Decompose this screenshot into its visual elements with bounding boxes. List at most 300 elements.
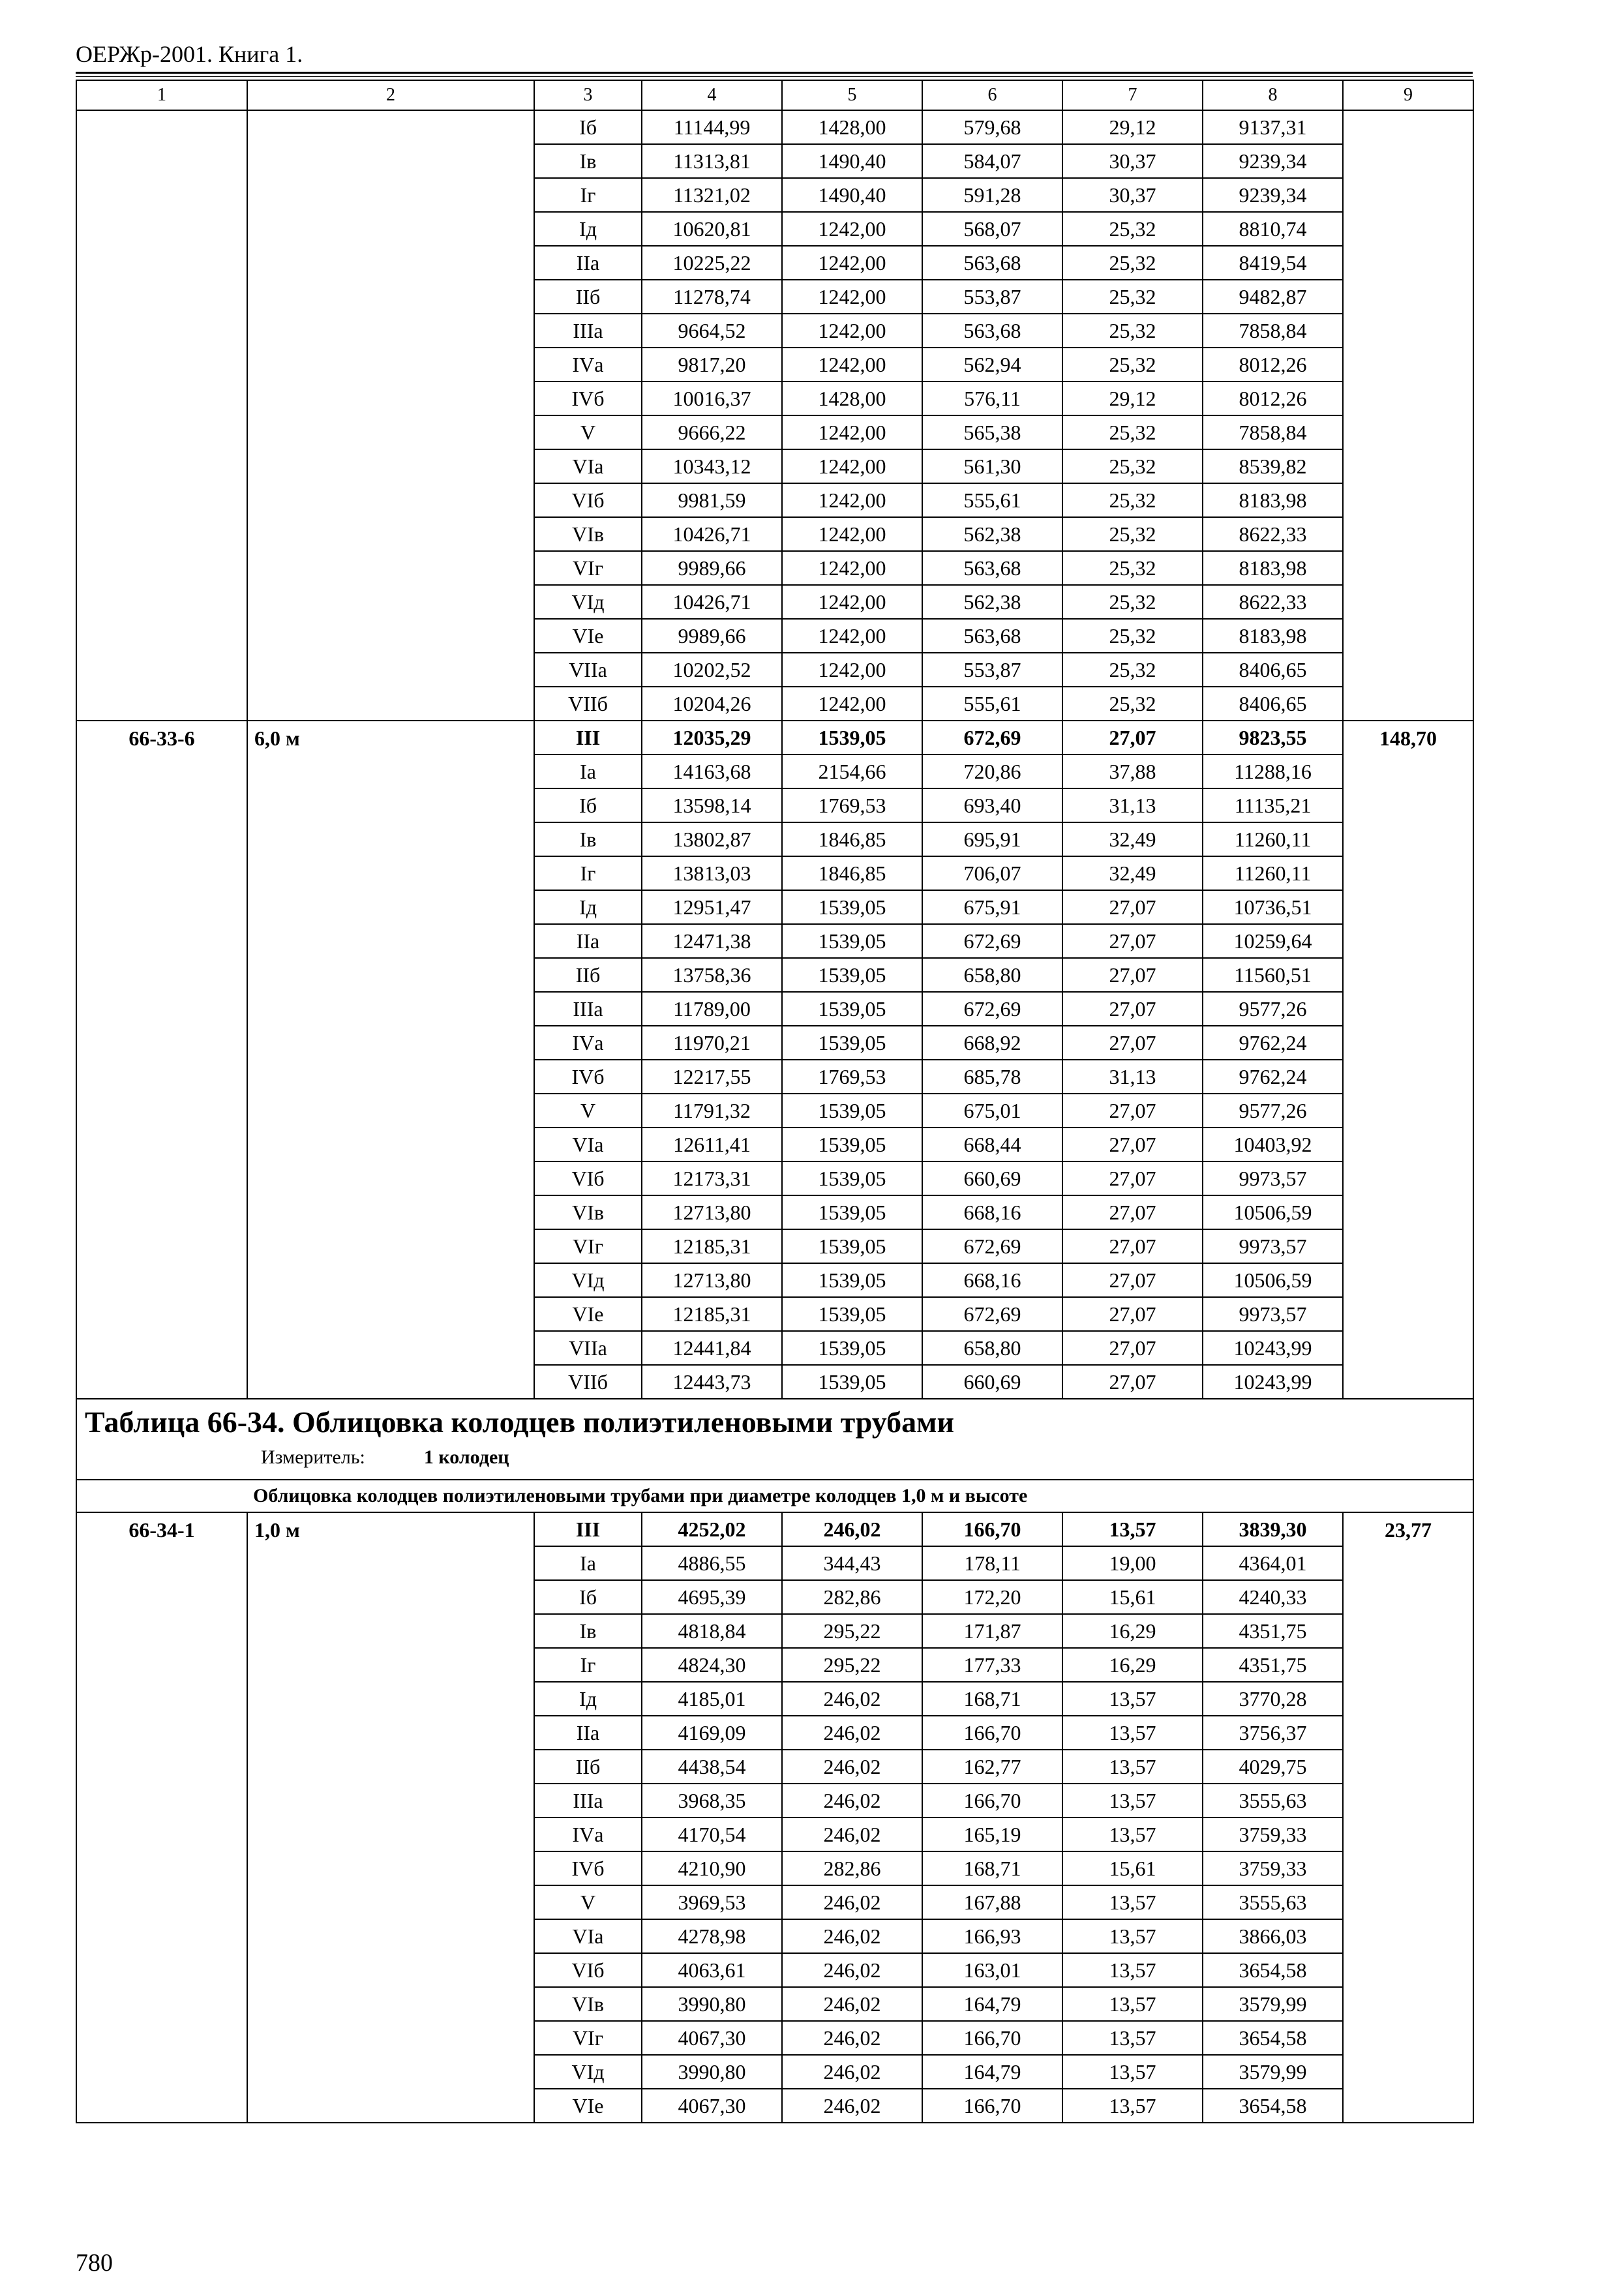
machines-cell: 576,11 [922,382,1062,415]
machinist-wages-cell: 27,07 [1062,721,1203,755]
machines-cell: 660,69 [922,1365,1062,1399]
machinist-wages-cell: 13,57 [1062,1682,1203,1716]
region-cell: IIIа [534,1784,642,1818]
materials-cell: 9577,26 [1203,992,1343,1026]
measure-line [85,1448,1473,1467]
machines-cell: 163,01 [922,1953,1062,1987]
wages-cell: 344,43 [782,1546,922,1580]
region-cell: IVа [534,1818,642,1851]
machinist-wages-cell: 27,07 [1062,1161,1203,1195]
machinist-wages-cell: 13,57 [1062,1750,1203,1784]
wages-cell: 1539,05 [782,1331,922,1365]
total-cost-cell: 4210,90 [642,1851,782,1885]
machines-cell: 177,33 [922,1648,1062,1682]
wages-cell: 246,02 [782,1953,922,1987]
wages-cell: 246,02 [782,2055,922,2089]
region-cell: VIIб [534,1365,642,1399]
wages-cell: 1539,05 [782,1026,922,1060]
wages-cell: 1539,05 [782,1195,922,1229]
column-number-header: 4 [642,80,782,110]
total-cost-cell: 4067,30 [642,2021,782,2055]
region-cell: VIг [534,1229,642,1263]
machinist-wages-cell: 13,57 [1062,1784,1203,1818]
machinist-wages-cell: 25,32 [1062,517,1203,551]
wages-cell: 246,02 [782,1682,922,1716]
region-cell: V [534,1885,642,1919]
machines-cell: 562,94 [922,348,1062,382]
machines-cell: 168,71 [922,1851,1062,1885]
region-cell: IIIа [534,314,642,348]
column-number-header: 8 [1203,80,1343,110]
column-number-header: 6 [922,80,1062,110]
region-cell: VIд [534,1263,642,1297]
wages-cell: 1846,85 [782,856,922,890]
region-cell: Iд [534,1682,642,1716]
region-cell: VIб [534,1161,642,1195]
machinist-wages-cell: 13,57 [1062,1987,1203,2021]
machines-cell: 166,70 [922,1716,1062,1750]
region-cell: VIIб [534,687,642,721]
wages-cell: 1769,53 [782,1060,922,1094]
machines-cell: 584,07 [922,144,1062,178]
machines-cell: 166,70 [922,1784,1062,1818]
region-cell: VIб [534,1953,642,1987]
machinist-wages-cell: 13,57 [1062,1953,1203,1987]
machines-cell: 164,79 [922,1987,1062,2021]
machines-cell: 591,28 [922,178,1062,212]
total-cost-cell: 11791,32 [642,1094,782,1128]
region-cell: VIе [534,1297,642,1331]
wages-cell: 1539,05 [782,1365,922,1399]
materials-cell: 8419,54 [1203,246,1343,280]
wages-cell: 1539,05 [782,721,922,755]
total-cost-cell: 12951,47 [642,890,782,924]
region-cell: VIе [534,2089,642,2123]
materials-cell: 4351,75 [1203,1614,1343,1648]
materials-cell: 10736,51 [1203,890,1343,924]
machines-cell: 178,11 [922,1546,1062,1580]
total-cost-cell: 10426,71 [642,517,782,551]
materials-cell: 9823,55 [1203,721,1343,755]
machines-cell: 579,68 [922,110,1062,144]
machines-cell: 561,30 [922,449,1062,483]
wages-cell: 1428,00 [782,110,922,144]
machinist-wages-cell: 31,13 [1062,788,1203,822]
total-cost-cell: 14163,68 [642,755,782,788]
wages-cell: 1242,00 [782,687,922,721]
materials-cell: 7858,84 [1203,314,1343,348]
materials-cost-cell: 23,77 [1343,1512,1473,2123]
total-cost-cell: 12471,38 [642,924,782,958]
machinist-wages-cell: 25,32 [1062,212,1203,246]
total-cost-cell: 4818,84 [642,1614,782,1648]
wages-cell: 1846,85 [782,822,922,856]
total-cost-cell: 9666,22 [642,415,782,449]
machines-cell: 685,78 [922,1060,1062,1094]
materials-cost-cell: 148,70 [1343,721,1473,1399]
wages-cell: 1490,40 [782,144,922,178]
machines-cell: 563,68 [922,551,1062,585]
wages-cell: 1242,00 [782,619,922,653]
total-cost-cell: 4824,30 [642,1648,782,1682]
region-cell: IIб [534,958,642,992]
total-cost-cell: 4063,61 [642,1953,782,1987]
wages-cell: 1539,05 [782,958,922,992]
total-cost-cell: 10225,22 [642,246,782,280]
header-rule-thin [76,76,1473,77]
region-cell: Iг [534,1648,642,1682]
wages-cell: 1242,00 [782,280,922,314]
machines-cell: 167,88 [922,1885,1062,1919]
machines-cell: 660,69 [922,1161,1062,1195]
total-cost-cell: 4169,09 [642,1716,782,1750]
machinist-wages-cell: 27,07 [1062,1026,1203,1060]
table-title: Таблица 66-34. Облицовка колодцев полиэтиленовыми трубами [85,1405,955,1439]
total-cost-cell: 11278,74 [642,280,782,314]
materials-cell: 8183,98 [1203,551,1343,585]
region-cell: IIб [534,280,642,314]
total-cost-cell: 13758,36 [642,958,782,992]
running-header: ОЕРЖр-2001. Книга 1. [76,41,303,67]
wages-cell: 1539,05 [782,1263,922,1297]
materials-cell: 10243,99 [1203,1365,1343,1399]
section-subtitle: Облицовка колодцев полиэтиленовыми трубами при диаметре колодцев 1,0 м и высоте [76,1480,1473,1512]
materials-cell: 9239,34 [1203,144,1343,178]
wages-cell: 1539,05 [782,992,922,1026]
total-cost-cell: 3990,80 [642,1987,782,2021]
machines-cell: 720,86 [922,755,1062,788]
machinist-wages-cell: 27,07 [1062,1263,1203,1297]
rate-code-cell [76,110,247,721]
parameter-cell: 6,0 м [247,721,534,1399]
machines-cell: 171,87 [922,1614,1062,1648]
region-cell: V [534,415,642,449]
measure-value: 1 колодец [423,1446,509,1468]
wages-cell: 1242,00 [782,246,922,280]
machinist-wages-cell: 27,07 [1062,924,1203,958]
table-title-row [76,1399,1473,1480]
total-cost-cell: 9664,52 [642,314,782,348]
measure-label: Измеритель: [261,1446,365,1468]
machinist-wages-cell: 16,29 [1062,1614,1203,1648]
materials-cell: 8406,65 [1203,653,1343,687]
table-body [76,80,1473,2123]
machines-cell: 562,38 [922,585,1062,619]
materials-cell: 3654,58 [1203,1953,1343,1987]
total-cost-cell: 4067,30 [642,2089,782,2123]
machines-cell: 555,61 [922,483,1062,517]
total-cost-cell: 10204,26 [642,687,782,721]
region-cell: IVб [534,1060,642,1094]
machinist-wages-cell: 32,49 [1062,822,1203,856]
machinist-wages-cell: 25,32 [1062,619,1203,653]
column-number-header: 7 [1062,80,1203,110]
materials-cell: 4364,01 [1203,1546,1343,1580]
region-cell: Iг [534,856,642,890]
total-cost-cell: 4278,98 [642,1919,782,1953]
materials-cell: 10259,64 [1203,924,1343,958]
total-cost-cell: 9817,20 [642,348,782,382]
machinist-wages-cell: 15,61 [1062,1580,1203,1614]
machines-cell: 168,71 [922,1682,1062,1716]
machinist-wages-cell: 13,57 [1062,1818,1203,1851]
machines-cell: 553,87 [922,280,1062,314]
wages-cell: 1490,40 [782,178,922,212]
machines-cell: 675,91 [922,890,1062,924]
table-row [76,1512,1473,1546]
region-cell: VIв [534,1195,642,1229]
region-cell: VIа [534,449,642,483]
machines-cell: 166,70 [922,1512,1062,1546]
materials-cell: 9239,34 [1203,178,1343,212]
materials-cell: 11560,51 [1203,958,1343,992]
machinist-wages-cell: 31,13 [1062,1060,1203,1094]
wages-cell: 2154,66 [782,755,922,788]
materials-cell: 9762,24 [1203,1026,1343,1060]
materials-cell: 11260,11 [1203,822,1343,856]
wages-cell: 1242,00 [782,415,922,449]
total-cost-cell: 12441,84 [642,1331,782,1365]
machines-cell: 172,20 [922,1580,1062,1614]
materials-cell: 4029,75 [1203,1750,1343,1784]
materials-cell: 8183,98 [1203,619,1343,653]
materials-cell: 8012,26 [1203,348,1343,382]
column-number-header: 2 [247,80,534,110]
total-cost-cell: 4886,55 [642,1546,782,1580]
total-cost-cell: 11970,21 [642,1026,782,1060]
region-cell: Iд [534,212,642,246]
materials-cell: 3759,33 [1203,1818,1343,1851]
machinist-wages-cell: 27,07 [1062,1365,1203,1399]
wages-cell: 1242,00 [782,551,922,585]
materials-cell: 8622,33 [1203,585,1343,619]
machines-cell: 658,80 [922,958,1062,992]
machinist-wages-cell: 25,32 [1062,348,1203,382]
materials-cell: 3654,58 [1203,2089,1343,2123]
wages-cell: 1539,05 [782,1094,922,1128]
wages-cell: 1242,00 [782,212,922,246]
machinist-wages-cell: 13,57 [1062,1716,1203,1750]
total-cost-cell: 10343,12 [642,449,782,483]
wages-cell: 1242,00 [782,314,922,348]
total-cost-cell: 12611,41 [642,1128,782,1161]
region-cell: IIб [534,1750,642,1784]
machinist-wages-cell: 25,32 [1062,585,1203,619]
total-cost-cell: 12713,80 [642,1195,782,1229]
wages-cell: 246,02 [782,1512,922,1546]
wages-cell: 1242,00 [782,585,922,619]
region-cell: VIв [534,517,642,551]
materials-cell: 3579,99 [1203,1987,1343,2021]
wages-cell: 246,02 [782,1987,922,2021]
machines-cell: 553,87 [922,653,1062,687]
wages-cell: 246,02 [782,1818,922,1851]
materials-cell: 3759,33 [1203,1851,1343,1885]
region-cell: III [534,1512,642,1546]
region-cell: VIв [534,1987,642,2021]
wages-cell: 282,86 [782,1851,922,1885]
total-cost-cell: 12185,31 [642,1229,782,1263]
region-cell: Iд [534,890,642,924]
machinist-wages-cell: 32,49 [1062,856,1203,890]
table-title-block [76,1399,1473,1480]
total-cost-cell: 10620,81 [642,212,782,246]
machinist-wages-cell: 27,07 [1062,1195,1203,1229]
wages-cell: 246,02 [782,1919,922,1953]
materials-cell: 10403,92 [1203,1128,1343,1161]
region-cell: Iа [534,755,642,788]
region-cell: IVб [534,1851,642,1885]
machinist-wages-cell: 13,57 [1062,1885,1203,1919]
total-cost-cell: 12713,80 [642,1263,782,1297]
machinist-wages-cell: 25,32 [1062,687,1203,721]
region-cell: VIе [534,619,642,653]
materials-cell: 9482,87 [1203,280,1343,314]
total-cost-cell: 4185,01 [642,1682,782,1716]
total-cost-cell: 9989,66 [642,551,782,585]
total-cost-cell: 3990,80 [642,2055,782,2089]
materials-cell: 10243,99 [1203,1331,1343,1365]
total-cost-cell: 4252,02 [642,1512,782,1546]
region-cell: VIIа [534,1331,642,1365]
machinist-wages-cell: 27,07 [1062,1297,1203,1331]
machinist-wages-cell: 25,32 [1062,280,1203,314]
machines-cell: 568,07 [922,212,1062,246]
materials-cell: 3756,37 [1203,1716,1343,1750]
total-cost-cell: 11789,00 [642,992,782,1026]
materials-cell: 8183,98 [1203,483,1343,517]
region-cell: Iв [534,1614,642,1648]
column-number-header: 3 [534,80,642,110]
wages-cell: 1428,00 [782,382,922,415]
materials-cell: 10506,59 [1203,1263,1343,1297]
machines-cell: 693,40 [922,788,1062,822]
wages-cell: 1242,00 [782,348,922,382]
machinist-wages-cell: 25,32 [1062,415,1203,449]
region-cell: Iг [534,178,642,212]
region-cell: IVа [534,1026,642,1060]
total-cost-cell: 3969,53 [642,1885,782,1919]
machinist-wages-cell: 16,29 [1062,1648,1203,1682]
wages-cell: 295,22 [782,1614,922,1648]
region-cell: Iб [534,1580,642,1614]
materials-cell: 11135,21 [1203,788,1343,822]
region-cell: VIд [534,585,642,619]
column-number-header: 5 [782,80,922,110]
wages-cell: 282,86 [782,1580,922,1614]
materials-cell: 3555,63 [1203,1784,1343,1818]
machinist-wages-cell: 19,00 [1062,1546,1203,1580]
machines-cell: 672,69 [922,992,1062,1026]
machines-cell: 672,69 [922,924,1062,958]
section-subtitle-row [76,1480,1473,1512]
total-cost-cell: 4438,54 [642,1750,782,1784]
machines-cell: 563,68 [922,619,1062,653]
machines-cell: 162,77 [922,1750,1062,1784]
machinist-wages-cell: 30,37 [1062,178,1203,212]
total-cost-cell: 11321,02 [642,178,782,212]
region-cell: IVб [534,382,642,415]
materials-cell: 9973,57 [1203,1297,1343,1331]
region-cell: Iб [534,110,642,144]
materials-cost-cell [1343,110,1473,721]
machinist-wages-cell: 27,07 [1062,1128,1203,1161]
region-cell: VIг [534,551,642,585]
machinist-wages-cell: 27,07 [1062,1094,1203,1128]
machinist-wages-cell: 27,07 [1062,992,1203,1026]
materials-cell: 8539,82 [1203,449,1343,483]
region-cell: IIа [534,1716,642,1750]
total-cost-cell: 12035,29 [642,721,782,755]
wages-cell: 1539,05 [782,924,922,958]
total-cost-cell: 13813,03 [642,856,782,890]
total-cost-cell: 10202,52 [642,653,782,687]
machinist-wages-cell: 13,57 [1062,2055,1203,2089]
total-cost-cell: 12185,31 [642,1297,782,1331]
table-row [76,721,1473,755]
machinist-wages-cell: 27,07 [1062,1331,1203,1365]
column-number-header: 9 [1343,80,1473,110]
materials-cell: 8406,65 [1203,687,1343,721]
machines-cell: 562,38 [922,517,1062,551]
machinist-wages-cell: 27,07 [1062,958,1203,992]
materials-cell: 3866,03 [1203,1919,1343,1953]
materials-cell: 7858,84 [1203,415,1343,449]
wages-cell: 1539,05 [782,1161,922,1195]
machinist-wages-cell: 15,61 [1062,1851,1203,1885]
region-cell: Iб [534,788,642,822]
machines-cell: 563,68 [922,314,1062,348]
machines-cell: 164,79 [922,2055,1062,2089]
machines-cell: 706,07 [922,856,1062,890]
machines-cell: 668,16 [922,1263,1062,1297]
region-cell: VIIа [534,653,642,687]
machines-cell: 165,19 [922,1818,1062,1851]
total-cost-cell: 12173,31 [642,1161,782,1195]
rates-table [76,80,1474,2123]
total-cost-cell: 4695,39 [642,1580,782,1614]
machines-cell: 672,69 [922,1229,1062,1263]
materials-cell: 8012,26 [1203,382,1343,415]
region-cell: VIг [534,2021,642,2055]
wages-cell: 1242,00 [782,517,922,551]
materials-cell: 9137,31 [1203,110,1343,144]
wages-cell: 1539,05 [782,1297,922,1331]
wages-cell: 295,22 [782,1648,922,1682]
machines-cell: 668,92 [922,1026,1062,1060]
machinist-wages-cell: 13,57 [1062,2021,1203,2055]
total-cost-cell: 12443,73 [642,1365,782,1399]
total-cost-cell: 9981,59 [642,483,782,517]
machines-cell: 555,61 [922,687,1062,721]
machinist-wages-cell: 27,07 [1062,890,1203,924]
materials-cell: 8810,74 [1203,212,1343,246]
parameter-cell [247,110,534,721]
wages-cell: 1242,00 [782,449,922,483]
total-cost-cell: 10016,37 [642,382,782,415]
wages-cell: 246,02 [782,1885,922,1919]
region-cell: Iа [534,1546,642,1580]
machinist-wages-cell: 30,37 [1062,144,1203,178]
wages-cell: 1769,53 [782,788,922,822]
column-number-row [76,80,1473,110]
total-cost-cell: 13802,87 [642,822,782,856]
total-cost-cell: 13598,14 [642,788,782,822]
region-cell: IIа [534,246,642,280]
wages-cell: 246,02 [782,1750,922,1784]
wages-cell: 1242,00 [782,483,922,517]
machinist-wages-cell: 25,32 [1062,246,1203,280]
